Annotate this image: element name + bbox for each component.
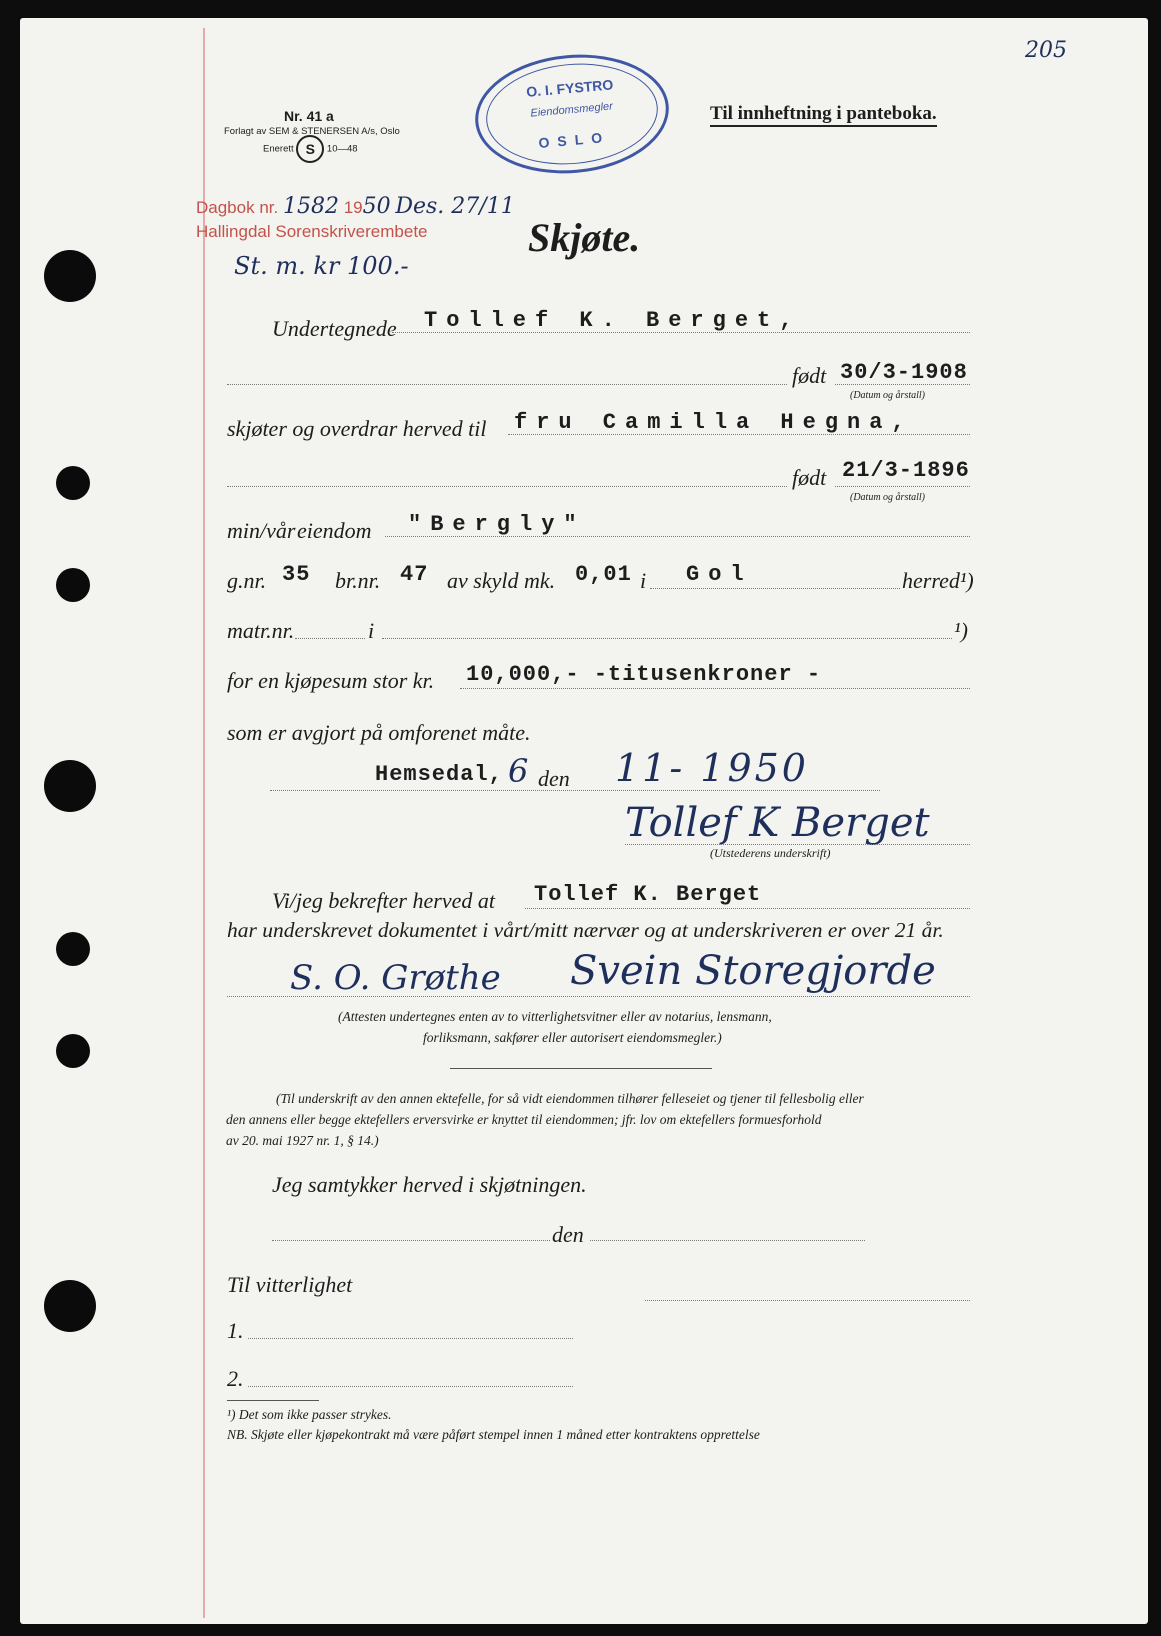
herred-label: herred¹) — [902, 568, 974, 593]
bekrefter-line — [525, 908, 970, 909]
underskrevet-line: har underskrevet dokumentet i vårt/mitt nærvær og at underskriveren er over 21 år. — [227, 918, 944, 942]
skyld-label: av skyld mk. — [447, 568, 556, 593]
panteboka-note: Til innheftning i panteboka. — [710, 103, 937, 127]
document-title: Skjøte. — [528, 215, 641, 260]
buyer-fodt-label: født — [792, 465, 827, 490]
vitterlighet-label: Til vitterlighet — [227, 1272, 353, 1297]
attest-note-2: forliksmann, sakfører eller autorisert eiendomsmegler.) — [423, 1030, 722, 1045]
footnote-2: NB. Skjøte eller kjøpekontrakt må være påført stempel innen 1 måned etter kontraktens opprettelse — [227, 1427, 760, 1442]
bekrefter-label: Vi/jeg bekrefter herved at — [272, 888, 495, 913]
fee-note: St. m. kr 100.- — [234, 252, 409, 280]
punch-hole — [56, 568, 90, 602]
buyer-birth-line — [835, 486, 970, 487]
broker-stamp — [470, 47, 674, 181]
buyer-name: fru Camilla Hegna, — [514, 410, 914, 435]
separator-rule — [450, 1068, 712, 1069]
punch-hole — [56, 1034, 90, 1068]
form-number: Nr. 41 a — [284, 108, 334, 124]
attest-note-1: (Attesten undertegnes enten av to vitterlighetsvitner eller av notarius, lensmann, — [338, 1009, 772, 1024]
office-name: Hallingdal Sorenskriverembete — [196, 222, 428, 241]
witness-2-number: 2. — [227, 1366, 244, 1391]
matr-i-label: i — [368, 618, 375, 643]
dagbok-line — [196, 194, 515, 219]
i-label: i — [640, 568, 647, 593]
matr-label: matr.nr. — [227, 618, 295, 643]
margin-rule — [203, 28, 205, 1618]
buyer-name-line — [508, 434, 970, 435]
kjopesum-value: 10,000,- -titusenkroner - — [466, 662, 822, 687]
enerett-label: Enerett — [263, 143, 294, 155]
gnr-label: g.nr. — [227, 568, 267, 593]
place: Hemsedal, — [375, 762, 503, 787]
punch-hole — [56, 932, 90, 966]
publisher-line: Forlagt av SEM & STENERSEN A/s, Oslo — [224, 126, 400, 137]
dagbok-label: Dagbok nr. — [196, 198, 279, 217]
publisher-logo-icon: S — [296, 135, 324, 163]
stamp-line-1: O. I. FYSTRO — [525, 76, 614, 100]
signature-line — [625, 844, 970, 845]
utsteder-label: (Utstederens underskrift) — [710, 846, 831, 860]
property-name: "Bergly" — [408, 512, 586, 537]
document-page — [20, 18, 1148, 1624]
samtykker-date-line — [590, 1240, 865, 1241]
undertegnede-label: Undertegnede — [272, 316, 397, 341]
witness-line — [227, 996, 970, 997]
matr-i-line — [382, 638, 952, 639]
witness-2-signature: Svein Storegjorde — [570, 948, 936, 994]
samtykker-den-label: den — [552, 1222, 584, 1247]
avgjort-text: som er avgjort på omforenet måte. — [227, 720, 531, 745]
seller-name: Tollef K. Berget, — [424, 308, 802, 333]
day-value: 6 — [508, 752, 529, 790]
kjopesum-label: for en kjøpesum stor kr. — [227, 668, 435, 693]
dagbok-number: 1582 — [282, 194, 339, 219]
bekrefter-name: Tollef K. Berget — [534, 882, 762, 907]
spouse-note-1: (Til underskrift av den annen ektefelle, for så vidt eiendommen tilhører felleseiet og tjener til fellesbolig eller — [276, 1091, 864, 1106]
stamp-line-3: OSLO — [537, 128, 611, 151]
seller-extra-line — [227, 384, 787, 385]
brnr-value: 47 — [400, 562, 429, 587]
buyer-birth: 21/3-1896 — [842, 458, 970, 483]
brnr-label: br.nr. — [335, 568, 381, 593]
seller-birth-line — [835, 384, 970, 385]
date-line — [270, 790, 880, 791]
vitterlighet-sign-line — [645, 1300, 970, 1301]
month-year: 11- 1950 — [615, 746, 809, 790]
punch-hole — [44, 1280, 96, 1332]
matr-line — [295, 638, 365, 639]
punch-hole — [44, 250, 96, 302]
municipality: Gol — [686, 562, 753, 587]
samtykker-text: Jeg samtykker herved i skjøtningen. — [272, 1172, 587, 1197]
eiendom-label: eiendom — [297, 518, 372, 543]
gnr-value: 35 — [282, 562, 311, 587]
seller-birth: 30/3-1908 — [840, 360, 968, 385]
skyld-value: 0,01 — [575, 562, 632, 587]
transfer-label: skjøter og overdrar herved til — [227, 416, 487, 441]
seller-signature: Tollef K Berget — [625, 800, 930, 846]
samtykker-place-line — [272, 1240, 550, 1241]
witness-1-number: 1. — [227, 1318, 244, 1343]
witness-1-signature: S. O. Grøthe — [290, 958, 501, 998]
spouse-note-3: av 20. mai 1927 nr. 1, § 14.) — [226, 1133, 379, 1148]
punch-hole — [56, 466, 90, 500]
kjopesum-line — [460, 688, 970, 689]
buyer-extra-line — [227, 486, 787, 487]
publisher-edition — [263, 135, 358, 163]
year-prefix: 19 — [343, 198, 363, 217]
footnote-1: ¹) Det som ikke passer strykes. — [227, 1407, 392, 1422]
seller-fodt-label: født — [792, 363, 827, 388]
seller-name-line — [392, 332, 970, 333]
municipality-line — [650, 588, 900, 589]
footnote-rule — [227, 1400, 319, 1401]
spouse-note-2: den annens eller begge ektefellers erversvirke er knyttet til eiendommen; jfr. lov om ektefellers formuesforhold — [226, 1112, 822, 1127]
year-suffix: 50 — [362, 194, 391, 219]
den-label: den — [538, 766, 570, 791]
witness-1-line — [248, 1338, 573, 1339]
punch-hole — [44, 760, 96, 812]
seller-datum-label: (Datum og årstall) — [850, 390, 925, 401]
min-label: min/vår — [227, 518, 296, 543]
witness-2-line — [248, 1386, 573, 1387]
edition-label: 10—48 — [326, 143, 358, 155]
buyer-datum-label: (Datum og årstall) — [850, 492, 925, 503]
stamp-line-2: Eiendomsmegler — [530, 100, 614, 120]
page-number: 205 — [1025, 38, 1067, 63]
matr-footnote-mark: ¹) — [954, 618, 968, 643]
date-note: Des. 27/11 — [395, 194, 515, 219]
property-line — [385, 536, 970, 537]
